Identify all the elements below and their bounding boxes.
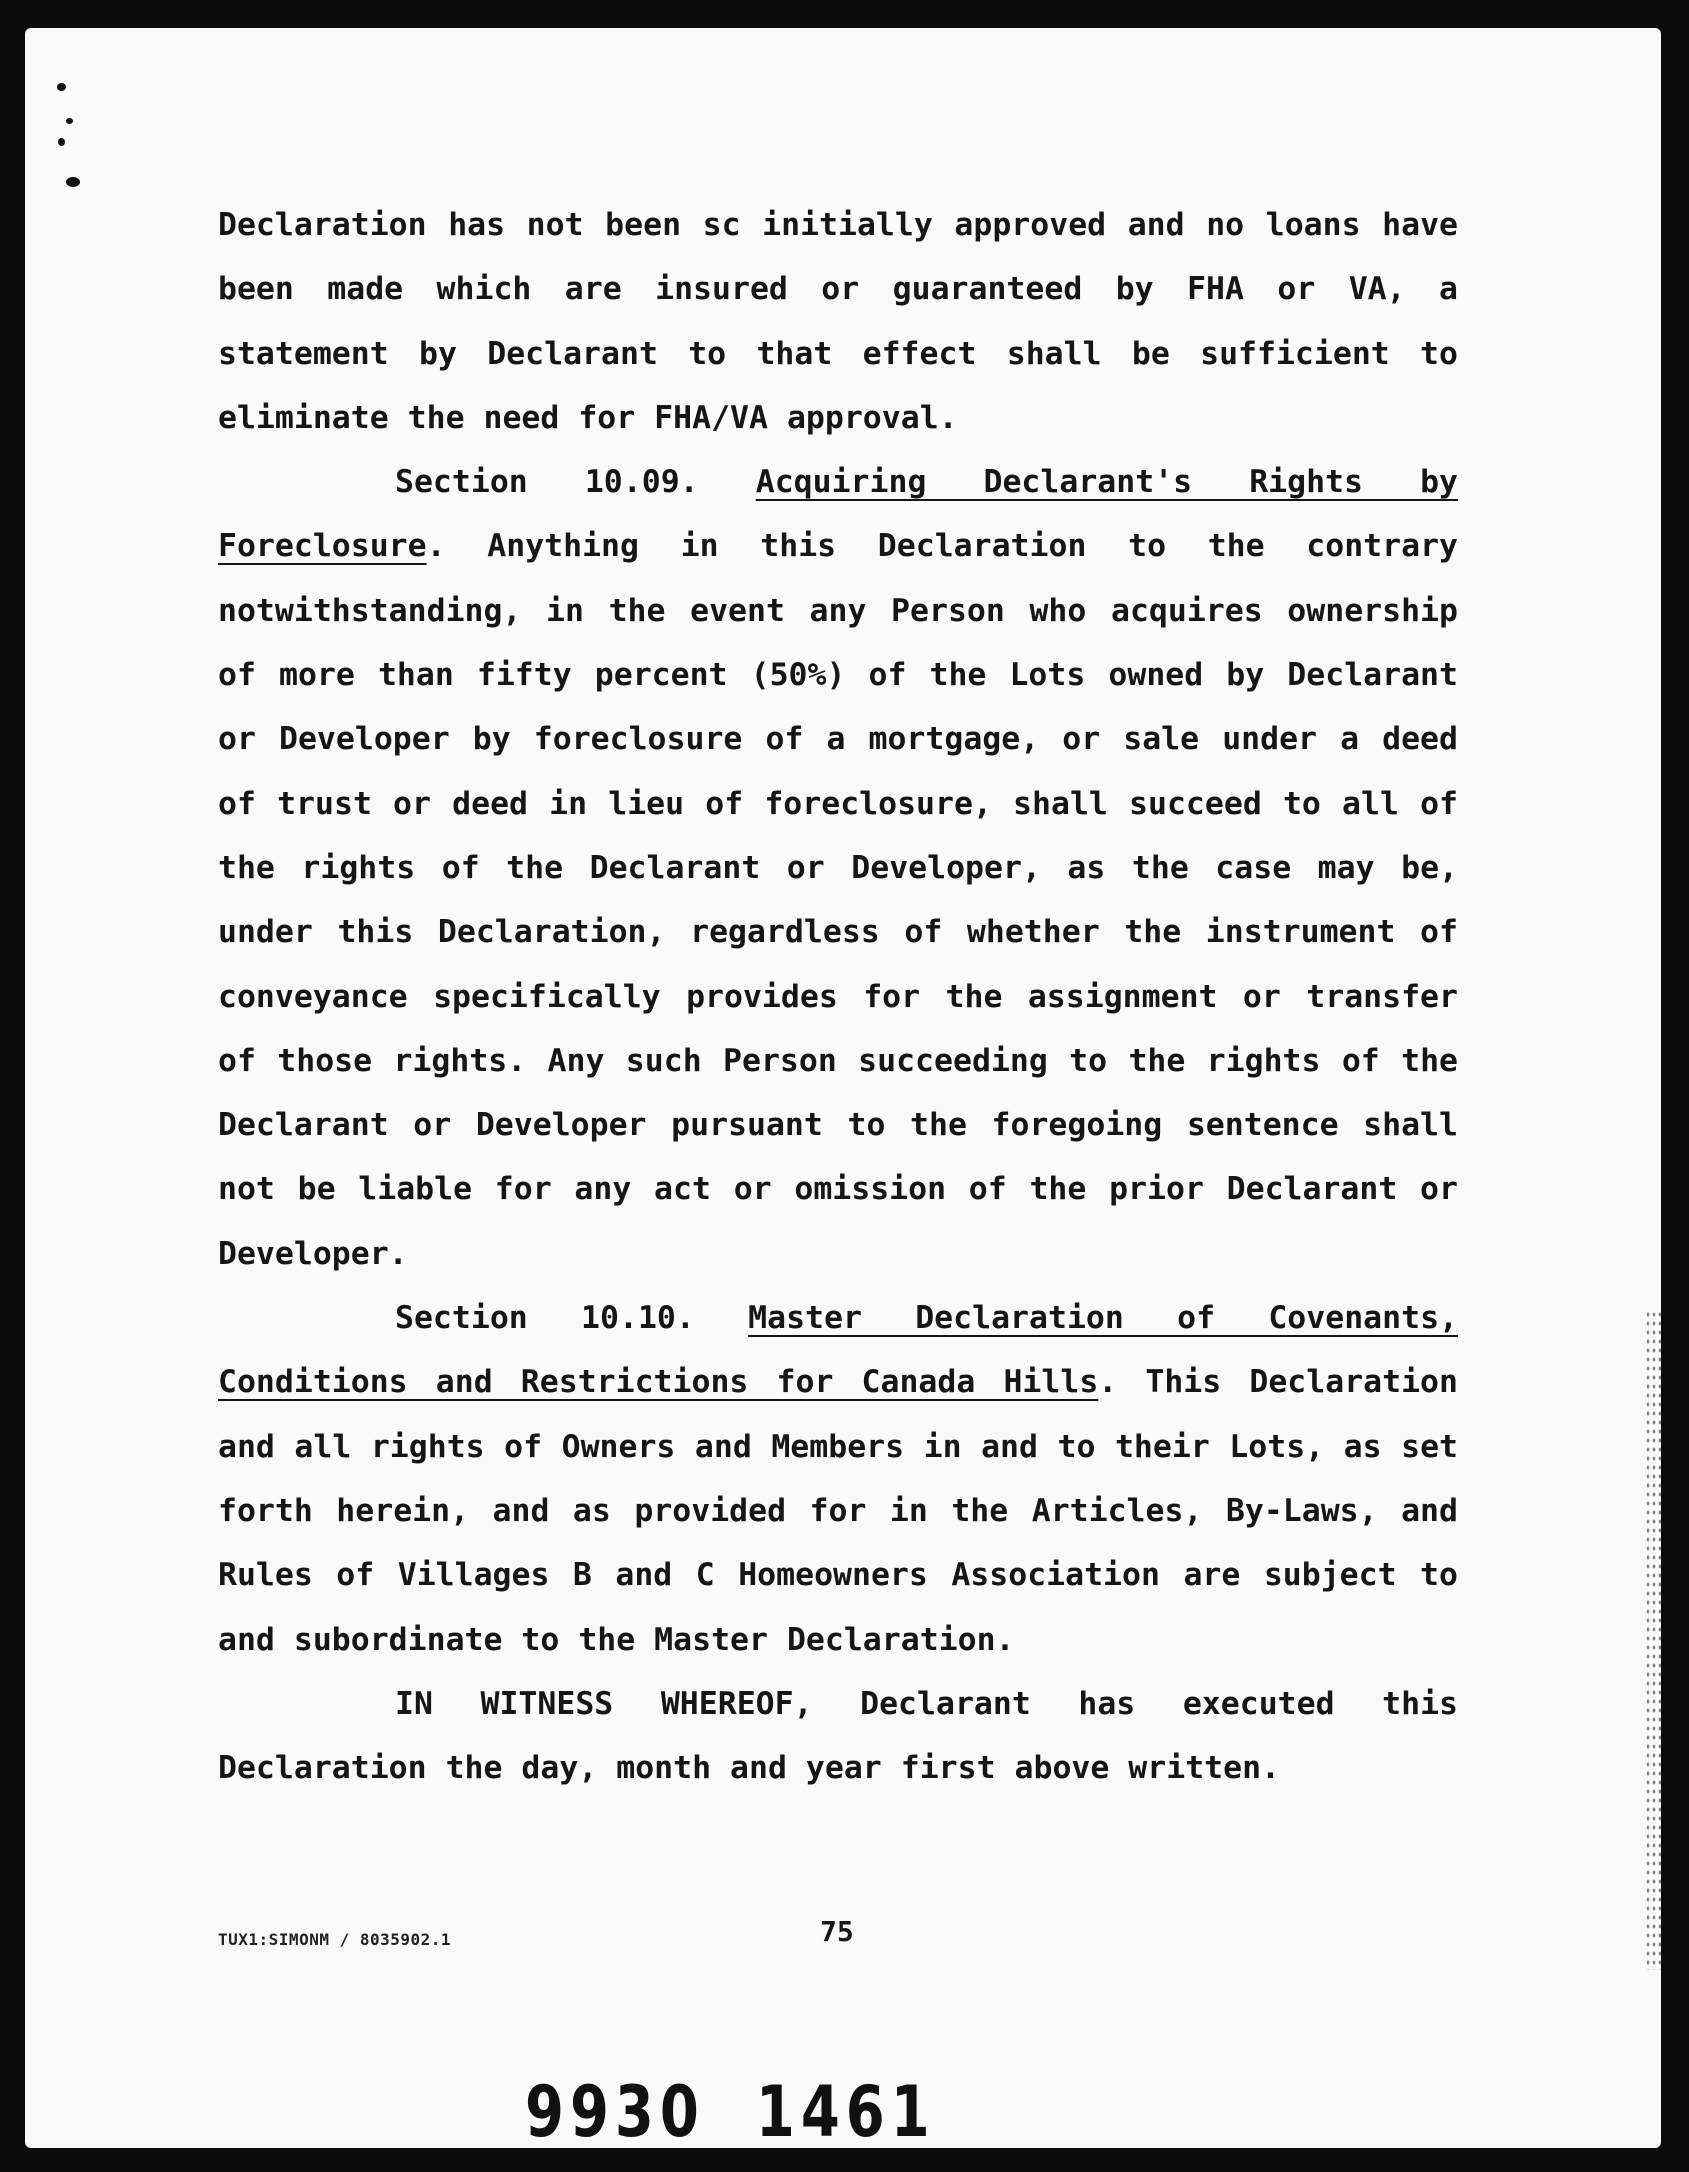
paragraph-fha-va: Declaration has not been sc initially approved and no loans have been made which are insured or guaranteed by FHA or VA, a statement by Declarant to that effect shall be sufficient to eliminate the need for FHA/VA approval. (218, 207, 1458, 436)
section-10-10-label: Section 10.10. (395, 1300, 695, 1337)
recording-stamp: 9930 1461 (525, 2072, 936, 2154)
section-10-10 (218, 1286, 1458, 1672)
scan-speck (57, 83, 66, 91)
document-body (218, 193, 1458, 1800)
scan-edge-noise (1645, 1310, 1661, 1970)
scan-speck (58, 138, 65, 146)
section-10-09 (218, 450, 1458, 1286)
section-10-10-body: . This Declaration and all rights of Owners and Members in and to their Lots, as set forth herein, and as provided for in the Articles, By-Laws, and Rules of Villages B and C Homeowners Association are subject to and subordinate to the Master Declaration. (218, 1364, 1458, 1658)
witness-clause: IN WITNESS WHEREOF, Declarant has executed this Declaration the day, month and year first above written. (218, 1685, 1458, 1787)
section-10-09-label: Section 10.09. (395, 464, 699, 501)
scan-speck (66, 177, 80, 187)
document-id: TUX1:SIMONM / 8035902.1 (218, 1930, 452, 1949)
section-10-10-title: Master Declaration of Covenants, Conditions and Restrictions for Canada Hills (218, 1300, 1458, 1401)
page-number: 75 (820, 1915, 854, 1948)
section-10-09-title: Acquiring Declarant's Rights by Foreclosure (218, 464, 1459, 565)
section-10-09-body: . Anything in this Declaration to the contrary notwithstanding, in the event any Person who acquires ownership of more than fifty percent (50%) of the Lots owned by Declarant or Developer by foreclosure of a mortgage, or sale under a deed of trust or deed in lieu of foreclosure, shall succeed to all of the rights of the Declarant or Developer, as the case may be, under this Declaration, regardless of whether the instrument of conveyance specifically provides for the assignment or transfer of those rights. Any such Person succeeding to the rights of the Declarant or Developer pursuant to the foregoing sentence shall not be liable for any act or omission of the prior Declarant or Developer. (218, 528, 1458, 1272)
scan-speck (66, 118, 73, 124)
